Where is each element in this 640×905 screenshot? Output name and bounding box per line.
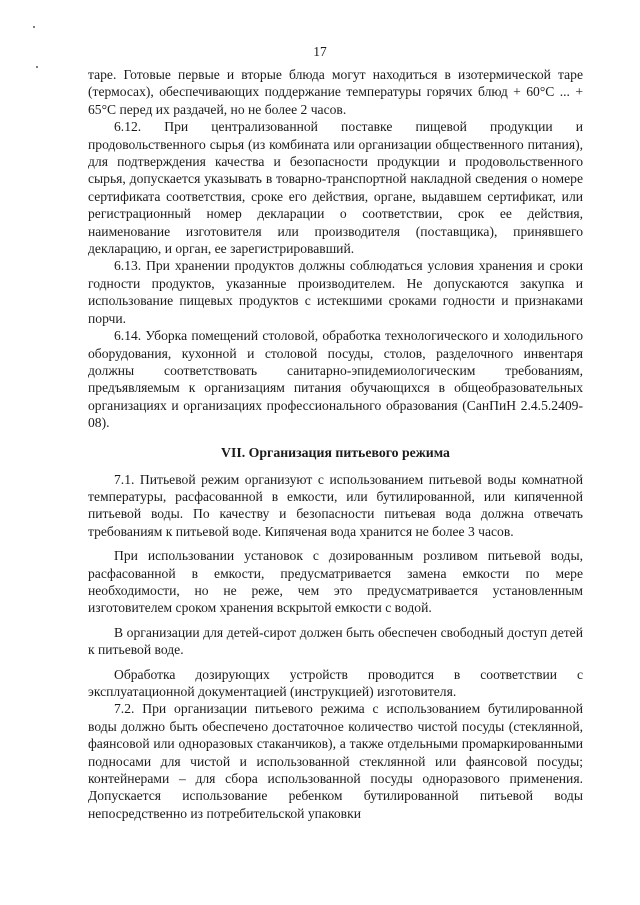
paragraph-7-2: 7.2. При организации питьевого режима с использованием бутилированной воды должно быть обеспечено достаточное количество чистой посуды (стеклянной, фаянсовой или одноразовых стаканчиков), а также отдельными промаркированными подносами для чистой и использованной стеклянной или фаянсовой посуды; контейнерами – для сбора использованной посуды одноразового применения. Допускается использование ребенком бутилированной питьевой воды непосредственно из потребительской упаковки — [88, 701, 583, 821]
paragraph-orphans-access: В организации для детей-сирот должен быть обеспечен свободный доступ детей к питьевой воде. — [88, 624, 583, 658]
paragraph-6-13: 6.13. При хранении продуктов должны соблюдаться условия хранения и сроки годности продуктов, указанные производителем. Не допускаются закупка и использование пищевых продуктов с истекшими сроками годности и признаками порчи. — [88, 258, 583, 326]
scan-speck — [33, 26, 35, 28]
document-body — [88, 66, 583, 822]
section-heading: VII. Организация питьевого режима — [221, 444, 450, 460]
paragraph-dispenser-cleaning: Обработка дозирующих устройств проводится в соответствии с эксплуатационной документацией (инструкцией) изготовителя. — [88, 666, 583, 699]
page-number: 17 — [313, 44, 327, 59]
paragraph-6-12: 6.12. При централизованной поставке пищевой продукции и продовольственного сырья (из комбината или организации общественного питания), для подтверждения качества и безопасности продукции и продовольственного сырья, допускается указывать в товарно-транспортной накладной сведения о номере сертификата соответствия, сроке его действия, органе, выдавшем сертификат, или регистрационный номер декларации о соответствии, срок ее действия, наименование изготовителя или производителя (поставщика), принявшего декларацию, и орган, ее зарегистрировавший. — [88, 119, 583, 257]
paragraph-7-1: 7.1. Питьевой режим организуют с использованием питьевой воды комнатной температуры, расфасованной в емкости, или бутилированной, или кипяченной питьевой воды. По качеству и безопасности питьевая вода должна отвечать требованиям к питьевой воде. Кипяченая вода хранится не более 3 часов. — [88, 471, 583, 539]
paragraph-continuation: таре. Готовые первые и вторые блюда могут находиться в изотермической таре (термосах), обеспечивающих поддержание температуры горячих блюд + 60°С ... + 65°С перед их раздачей, но не более 2 часов. — [88, 67, 583, 117]
paragraph-dispensers: При использовании установок с дозированным розливом питьевой воды, расфасованной в емкости, предусматривается замена емкости по мере необходимости, но не реже, чем это предусматривается установленным изготовителем сроком хранения вскрытой емкости с водой. — [88, 548, 583, 616]
scan-speck — [36, 66, 38, 68]
paragraph-6-14: 6.14. Уборка помещений столовой, обработка технологического и холодильного оборудования, кухонной и столовой посуды, столов, разделочного инвентаря должны соответствовать санитарно-эпидемиологическим требованиям, предъявляемым к организациям питания обучающихся в общеобразовательных организациях и организациях профессионального образования (СанПиН 2.4.5.2409-08). — [88, 328, 583, 431]
